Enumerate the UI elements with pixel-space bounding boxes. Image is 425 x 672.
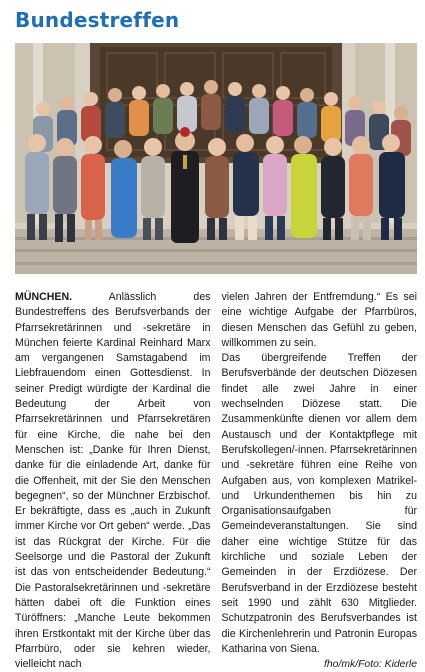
paragraph: Das übergreifende Treffen der Berufsverbände der deutschen Diözesen findet alle zwei Jahre in einer wechselnden Diözese statt. Die Zusammenkünfte dienen vor allem dem Austausch und der Kontaktpflege mit Berufskollegen/-innen. Pfarrsekretärinnen und -sekretäre führen eine Reihe von Aufgaben aus, von komplexen Matrikel- und Urkundenthemen bis hin zu Organisationsaufgaben für Gemeindeveranstaltungen. Sie sind daher eine wichtige Stütze für das kirchliche und soziale Leben der Gemeinden in der Erzdiözese. Der Berufsverband in der Erzdiözese besteht seit 1990 und zählt 630 Mitglieder. Schutzpatronin des Berufsverbandes ist die Kirchenlehrerin und Patronin Europas Katharina von Siena. xyxy=(221,352,418,655)
article-column-right xyxy=(221,290,418,671)
article-column-left xyxy=(15,290,211,671)
dateline: MÜNCHEN. xyxy=(15,291,73,303)
article-body xyxy=(15,290,418,671)
paragraph: vielen Jahren der Entfremdung.“ Es sei eine wichtige Aufgabe der Pfarrbüros, diesen Menschen das Gefühl zu geben, willkommen zu sein. xyxy=(221,291,417,349)
photo-credit: fho/mk/Foto: Kiderle xyxy=(324,659,417,671)
article-headline: Bundestreffen xyxy=(15,8,180,32)
group-photo xyxy=(15,43,417,274)
group-photo-illustration xyxy=(15,43,417,274)
paragraph xyxy=(15,290,211,672)
paragraph-text: Anlässlich des Bundestreffens des Berufsverbands der Pfarrsekretärinnen und -sekretäre in München feierte Kardinal Reinhard Marx am vergangenen Samstagabend im Liebfrauendom einen Gottesdienst. In seiner Predigt würdigte der Kardinal die Bedeutung der Arbeit von Pfarrsekretärinnen und Pfarrsekretären für eine Kirche, die nahe bei den Menschen ist: „Danke für Ihren Dienst, danke für die einladende Art, danke für die Offenheit, mit der Sie den Menschen begegnen“, so der Münchner Erzbischof. Er bekräftigte, dass es „auch in Zukunft immer Kirche vor Ort geben“ werde. „Das ist das Rückgrat der Kirche. Für die Seelsorge und die Pastoral der Zukunft ist das von entscheidender Bedeutung.“ Die Pastoralsekretärinnen und -sekretäre hätten dabei oft die Funktion eines Türöffners: „Manche Leute bekommen ihren Erstkontakt mit der Kirche über das Pfarrbüro, oder sie kehren wieder, vielleicht nach xyxy=(15,291,211,671)
